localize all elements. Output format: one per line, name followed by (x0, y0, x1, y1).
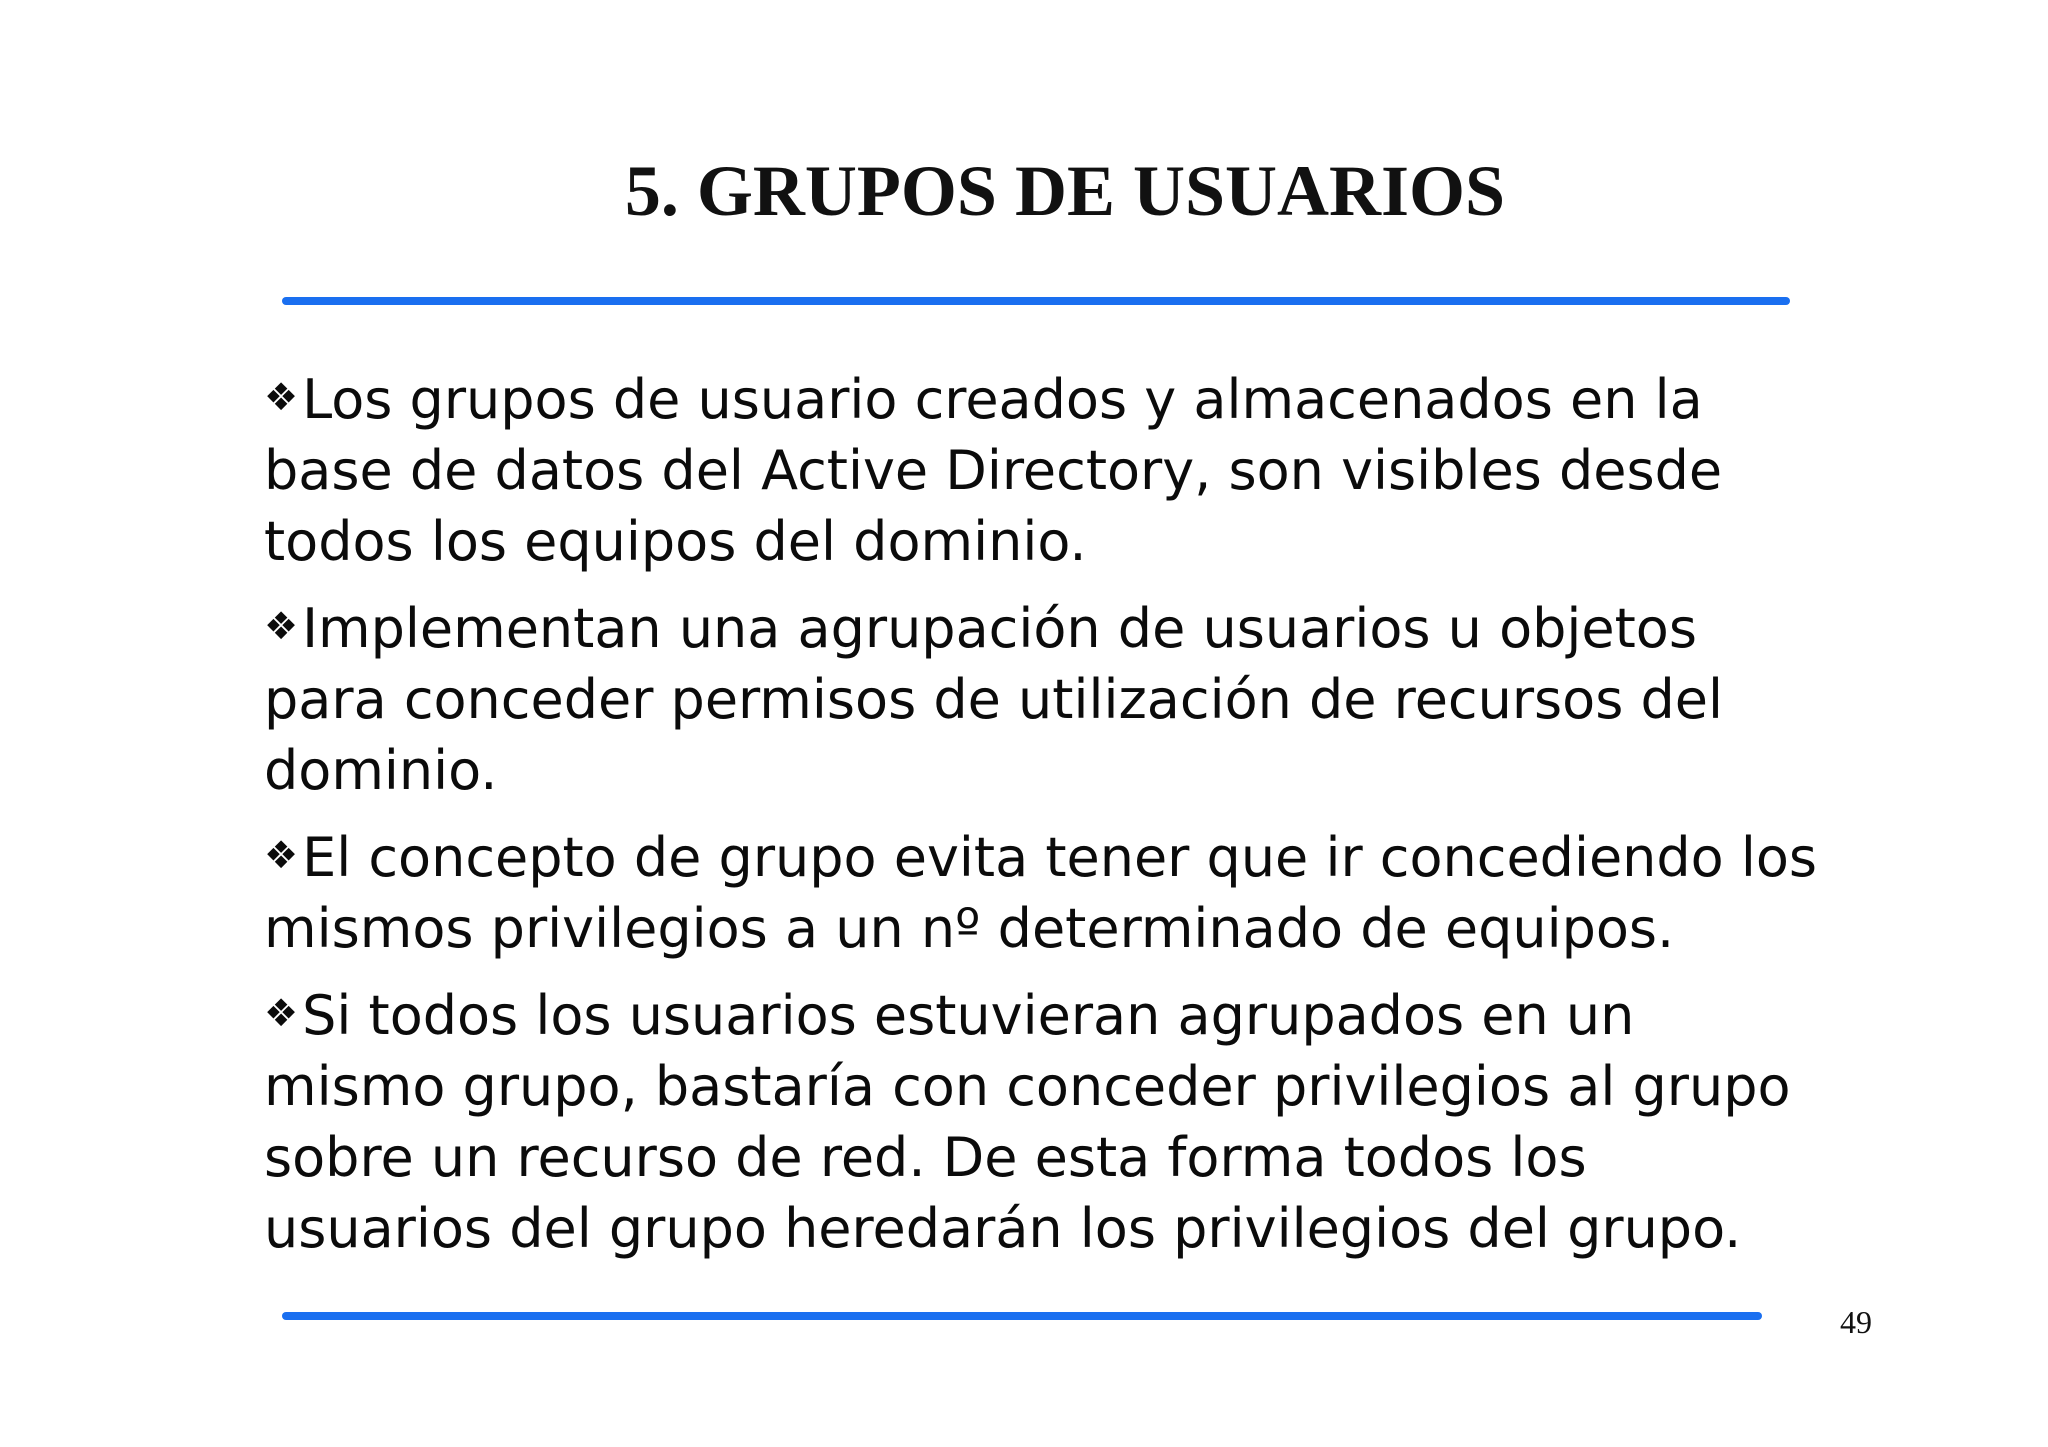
page-number: 49 (1840, 1304, 1872, 1340)
four-diamond-bullet-icon: ❖ (264, 604, 299, 648)
slide-title: 5. GRUPOS DE USUARIOS (624, 151, 1506, 231)
bullet-item (264, 591, 1824, 806)
four-diamond-bullet-icon: ❖ (264, 833, 299, 877)
bullet-list (264, 362, 1824, 1278)
bullet-item (264, 978, 1824, 1264)
title-divider (282, 297, 1790, 305)
footer-divider (282, 1312, 1762, 1320)
bullet-text: Si todos los usuarios estuvieran agrupados en un mismo grupo, bastaría con conceder privilegios al grupo sobre un recurso de red. De esta forma todos los usuarios del grupo heredarán los privilegios del grupo. (264, 984, 1791, 1260)
bullet-text: Los grupos de usuario creados y almacenados en la base de datos del Active Directory, son visibles desde todos los equipos del dominio. (264, 368, 1723, 573)
bullet-item (264, 820, 1824, 964)
bullet-item (264, 362, 1824, 577)
four-diamond-bullet-icon: ❖ (264, 375, 299, 419)
bullet-text: El concepto de grupo evita tener que ir concediendo los mismos privilegios a un nº determinado de equipos. (264, 826, 1818, 960)
bullet-text: Implementan una agrupación de usuarios u objetos para conceder permisos de utilización de recursos del dominio. (264, 597, 1724, 802)
four-diamond-bullet-icon: ❖ (264, 991, 299, 1035)
